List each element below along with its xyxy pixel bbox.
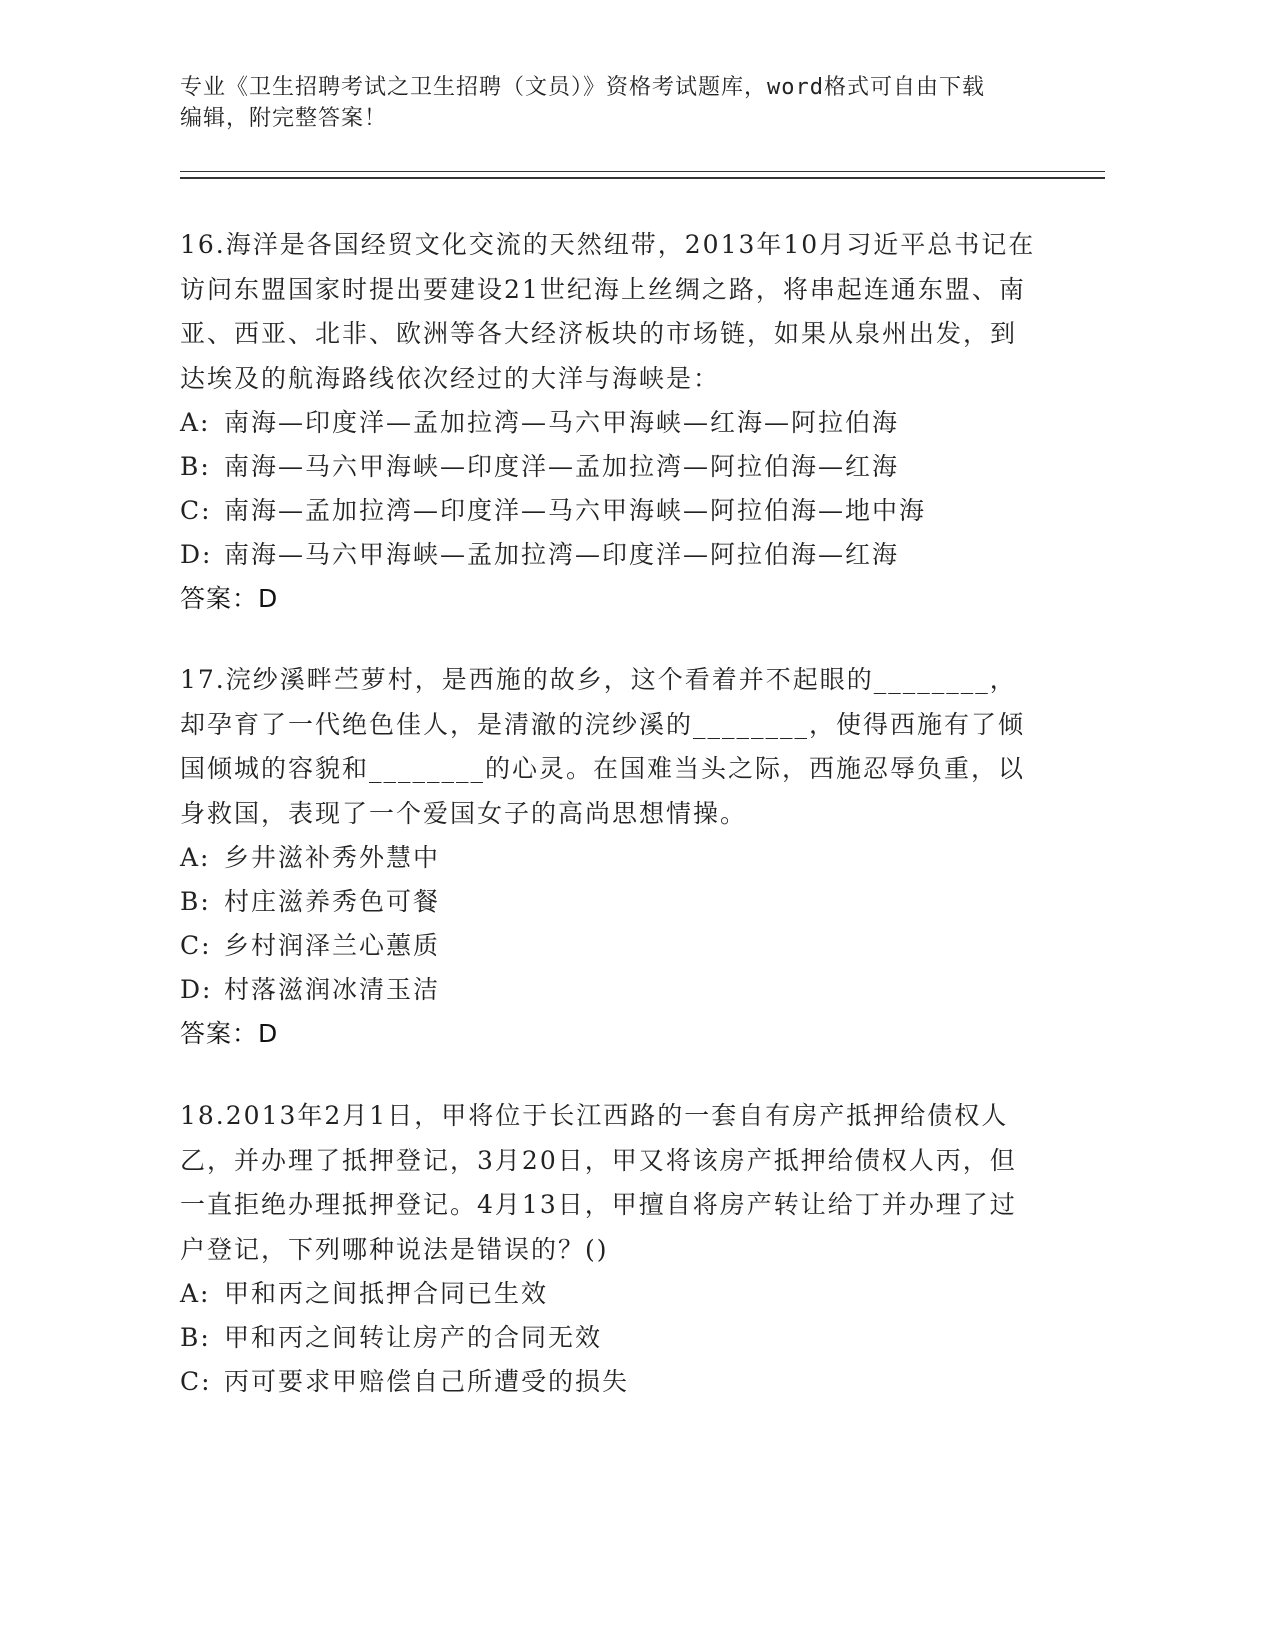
- option-text: 丙可要求甲赔偿自己所遭受的损失: [224, 1367, 630, 1396]
- option-b: [180, 1316, 1040, 1360]
- option-key: C:: [180, 931, 212, 960]
- option-text: 乡井滋补秀外慧中: [224, 843, 441, 872]
- option-key: A:: [180, 843, 211, 872]
- question-stem: 18.2013年2月1日，甲将位于长江西路的一套自有房产抵押给债权人乙，并办理了抵押登记，3月20日，甲又将该房产抵押给债权人丙，但一直拒绝办理抵押登记。4月13日，甲擅自将房产转让给丁并办理了过户登记，下列哪种说法是错误的？(): [180, 1101, 1017, 1264]
- option-text: 村落滋润冰清玉洁: [224, 975, 441, 1004]
- option-a: [180, 1272, 1040, 1316]
- answer-line: 答案：D: [180, 584, 279, 613]
- option-text: 南海—孟加拉湾—印度洋—马六甲海峡—阿拉伯海—地中海: [224, 496, 927, 525]
- header-divider-thin: [180, 171, 1105, 172]
- question-16: [180, 223, 1040, 621]
- answer-line: 答案：D: [180, 1019, 279, 1048]
- option-text: 南海—马六甲海峡—孟加拉湾—印度洋—阿拉伯海—红海: [224, 540, 900, 569]
- question-stem: 16.海洋是各国经贸文化交流的天然纽带，2013年10月习近平总书记在访问东盟国家时提出要建设21世纪海上丝绸之路，将串起连通东盟、南亚、西亚、北非、欧洲等各大经济板块的市场链，如果从泉州出发，到达埃及的航海路线依次经过的大洋与海峡是：: [180, 230, 1036, 393]
- option-text: 甲和丙之间抵押合同已生效: [224, 1279, 549, 1308]
- option-d: [180, 968, 1040, 1012]
- option-key: A:: [180, 408, 211, 437]
- option-text: 甲和丙之间转让房产的合同无效: [224, 1323, 603, 1352]
- header-divider-thick: [180, 177, 1105, 179]
- option-key: A:: [180, 1279, 211, 1308]
- option-c: [180, 924, 1040, 968]
- option-text: 南海—印度洋—孟加拉湾—马六甲海峡—红海—阿拉伯海: [224, 408, 900, 437]
- option-a: [180, 401, 1040, 445]
- option-b: [180, 445, 1040, 489]
- question-17: [180, 658, 1040, 1056]
- option-key: C:: [180, 1367, 212, 1396]
- option-key: D:: [180, 540, 213, 569]
- question-18: [180, 1094, 1040, 1404]
- option-c: [180, 489, 1040, 533]
- option-b: [180, 880, 1040, 924]
- header-line-2: 编辑，附完整答案！: [180, 106, 388, 131]
- option-key: D:: [180, 975, 213, 1004]
- option-key: B:: [180, 1323, 211, 1352]
- document-header: [180, 72, 1040, 134]
- option-text: 乡村润泽兰心蕙质: [224, 931, 441, 960]
- option-key: B:: [180, 887, 211, 916]
- option-key: C:: [180, 496, 212, 525]
- option-a: [180, 836, 1040, 880]
- option-text: 村庄滋养秀色可餐: [224, 887, 441, 916]
- question-stem: 17.浣纱溪畔苎萝村，是西施的故乡，这个看着并不起眼的________，却孕育了一代绝色佳人，是清澈的浣纱溪的________，使得西施有了倾国倾城的容貌和________的心灵。在国难当头之际，西施忍辱负重，以身救国，表现了一个爱国女子的高尚思想情操。: [180, 665, 1026, 828]
- option-d: [180, 533, 1040, 577]
- option-key: B:: [180, 452, 211, 481]
- option-c: [180, 1360, 1040, 1404]
- option-text: 南海—马六甲海峡—印度洋—孟加拉湾—阿拉伯海—红海: [224, 452, 900, 481]
- header-line-1: 专业《卫生招聘考试之卫生招聘（文员）》资格考试题库，word格式可自由下载: [180, 75, 985, 100]
